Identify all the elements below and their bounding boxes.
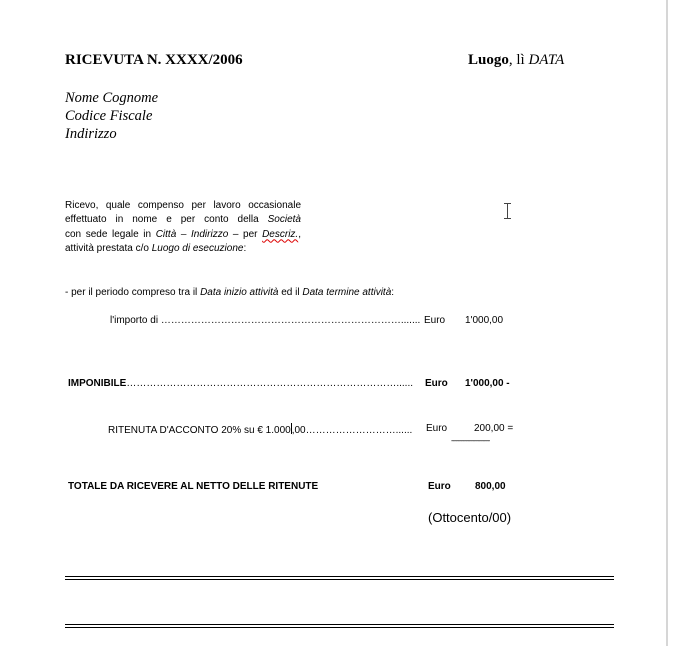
withholding-underline: ----------------------- [451,436,490,445]
period-line [65,287,394,298]
withholding-label [108,423,426,436]
body-line-3-end: , [298,228,301,240]
ibeam-cursor-icon [507,203,508,219]
body-line-4-end: : [243,242,247,254]
amount-label [110,315,424,326]
period-prefix: - per il periodo compreso tra il [65,287,201,298]
body-line-3-sep: – per [228,228,263,240]
amount-dots: ………………………………………………………………....... [160,315,421,326]
company-placeholder: Società [267,214,301,226]
body-line-3 [65,228,301,242]
period-suffix: : [391,287,395,298]
city-address-placeholder: Città – Indirizzo [155,228,229,240]
period-end-placeholder: Data termine attività [302,287,392,298]
amount-value: 1'000,00 [465,315,504,326]
taxable-label-text: IMPONIBILE [68,378,127,389]
total-currency: Euro [428,481,451,492]
place-label: Luogo [468,52,509,68]
body-line-4-text: attività prestata c/o [65,242,152,254]
body-line-2-text: effettuato in nome e per conto della [65,214,268,226]
separator-line [65,576,614,577]
body-line-4 [65,242,301,256]
amount-currency: Euro [424,315,446,326]
period-start-placeholder: Data inizio attività [200,287,279,298]
date-placeholder: DATA [528,52,565,68]
withholding-label-decimals: ,00 [291,425,306,436]
recipient-address: Indirizzo [65,126,117,142]
taxable-value: 1'000,00 - [465,378,510,389]
separator-line [65,579,614,580]
description-placeholder: Descriz. [262,228,299,240]
withholding-currency: Euro [426,423,448,434]
total-in-words: (Ottocento/00) [428,510,512,525]
total-value: 800,00 [475,481,506,492]
separator-line [65,624,614,625]
taxable-currency: Euro [425,378,448,389]
withholding-value: 200,00 = [474,423,514,434]
body-line-2 [65,213,301,227]
taxable-label [68,378,424,389]
taxable-dots: ………………………………………………………………………...... [126,378,414,389]
total-label: TOTALE DA RICEVERE AL NETTO DELLE RITENUTE [68,481,319,492]
receipt-body-paragraph [65,199,301,256]
withholding-label-text: RITENUTA D'ACCONTO 20% su € 1.000 [108,425,291,436]
amount-label-text: l'importo di [110,315,159,326]
withholding-dots: ………………………...... [305,425,413,436]
body-line-3-text: con sede legale in [65,228,156,240]
period-middle: ed il [278,287,303,298]
body-line-1: Ricevo, quale compenso per lavoro occasionale [65,200,301,211]
place-separator: , lì [508,52,529,68]
separator-line [65,627,614,628]
place-date [468,52,564,69]
recipient-tax-code: Codice Fiscale [65,108,153,124]
receipt-title: RICEVUTA N. XXXX/2006 [65,52,243,68]
recipient-name: Nome Cognome [65,90,159,106]
execution-place-placeholder: Luogo di esecuzione [151,242,244,254]
